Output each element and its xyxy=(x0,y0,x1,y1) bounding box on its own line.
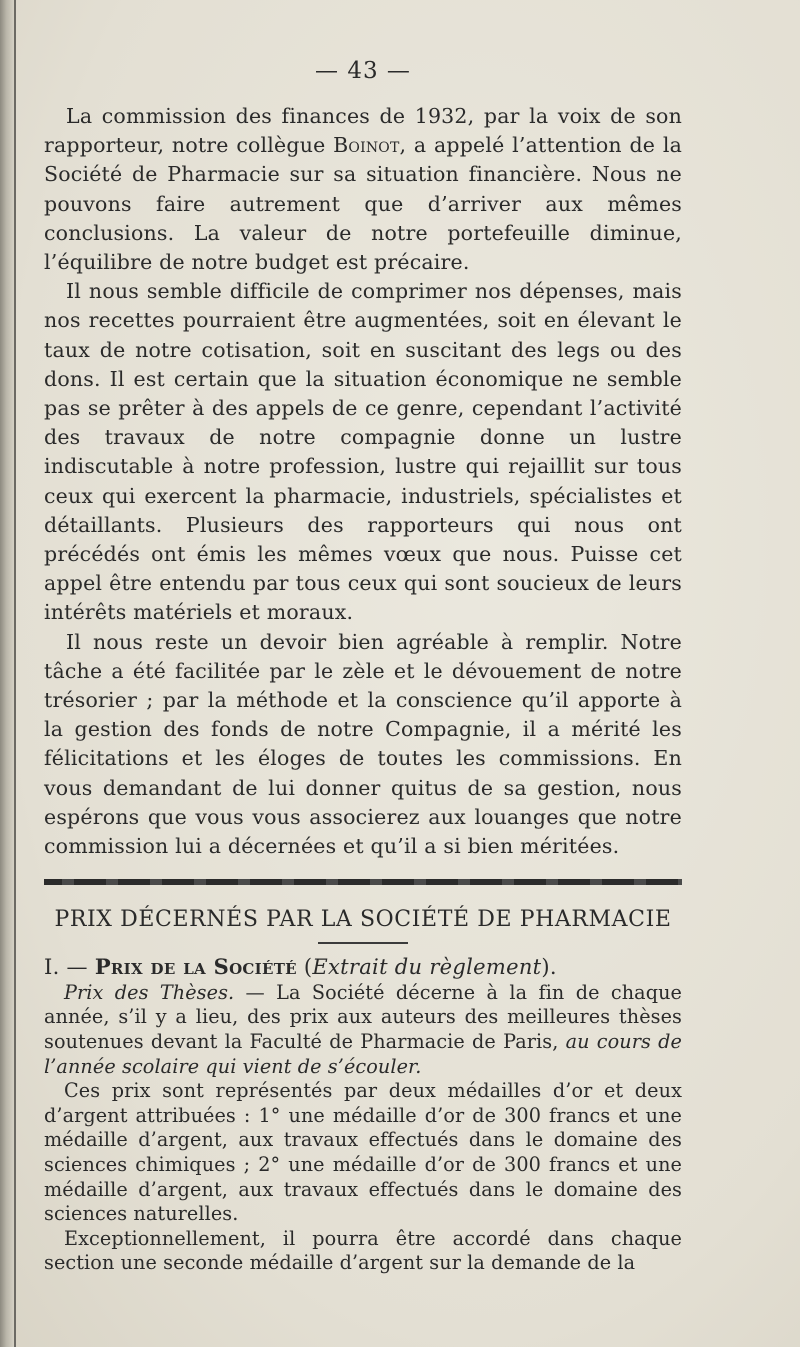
page-content xyxy=(44,58,682,1276)
report-text xyxy=(44,102,682,861)
spine-edge xyxy=(14,0,16,1347)
paragraph-finances-start: La commission des finances de 1932, par la voix de son rapporteur, notre collègue xyxy=(44,104,682,158)
page-number: — 43 — xyxy=(315,58,411,84)
title-underline xyxy=(318,942,408,944)
paragraph-exceptionnellement: Exceptionnellement, il pourra être accordé dans chaque section une seconde médaille d’argent sur la demande de la xyxy=(44,1226,682,1275)
section-divider xyxy=(44,879,682,885)
rapporteur-name: Boinot xyxy=(333,133,400,158)
paragraph-prix-theses xyxy=(44,981,682,1079)
prize-rules xyxy=(44,981,682,1276)
paragraph-finances-end: , a appelé l’attention de la Société de Pharmacie sur sa situation financière. Nous ne pouvons faire autrement que d’arriver aux mêmes conclusions. La valeur de notre portefeuille diminue, l’équilibre de notre budget est précaire. xyxy=(44,133,683,275)
subsection-numeral: I. — xyxy=(44,954,95,979)
subsection-close: ). xyxy=(541,954,557,979)
subsection-open: ( xyxy=(296,954,313,979)
prix-theses-lead: Prix des Thèses. xyxy=(64,980,235,1004)
book-spine xyxy=(0,0,14,1347)
paragraph-medailles: Ces prix sont représentés par deux médailles d’or et deux d’argent attribuées : 1° une médaille d’or de 300 francs et une médaille d’argent, aux travaux effectués dans le domaine des sciences chimiques ; 2° une médaille d’or de 300 francs et une médaille d’argent, aux travaux effectués dans le domaine des sciences naturelles. xyxy=(44,1079,682,1226)
section-title: PRIX DÉCERNÉS PAR LA SOCIÉTÉ DE PHARMACIE xyxy=(54,907,672,933)
subsection-caps: Prix de la Société xyxy=(94,953,297,979)
paragraph-recettes: Il nous semble difficile de comprimer nos dépenses, mais nos recettes pourraient être augmentées, soit en élevant le taux de notre cotisation, soit en suscitant des legs ou des dons. Il est certain que la situation économique ne semble pas se prêter à des appels de ce genre, cependant l’activité des travaux de notre compagnie donne un lustre indiscutable à notre profession, lustre qui rejaillit sur tous ceux qui exercent la pharmacie, industriels, spécialistes et détaillants. Plusieurs des rapporteurs qui nous ont précédés ont émis les mêmes vœux que nous. Puisse cet appel être entendu par tous ceux qui sont soucieux de leurs intérêts matériels et moraux. xyxy=(44,279,682,625)
prix-theses-text: — La Société décerne à la fin de chaque année, s’il y a lieu, des prix aux auteurs des meilleures thèses soutenues devant la Faculté de Pharmacie de Paris, xyxy=(44,980,683,1053)
prix-theses-italic: au cours de l’année scolaire qui vient de s’écouler. xyxy=(44,1029,682,1078)
paragraph-finances xyxy=(44,102,682,277)
paragraph-tresorier: Il nous reste un devoir bien agréable à remplir. Notre tâche a été facilitée par le zèle et le dévouement de notre trésorier ; par la méthode et la conscience qu’il apporte à la gestion des fonds de notre Compagnie, il a mérité les félicitations et les éloges de toutes les commissions. En vous demandant de lui donner quitus de sa gestion, nous espérons que vous vous associerez aux louanges que notre commission lui a décernées et qu’il a si bien méritées. xyxy=(44,629,682,859)
subsection-italic: Extrait du règlement xyxy=(312,954,542,979)
subsection-title xyxy=(44,954,682,979)
